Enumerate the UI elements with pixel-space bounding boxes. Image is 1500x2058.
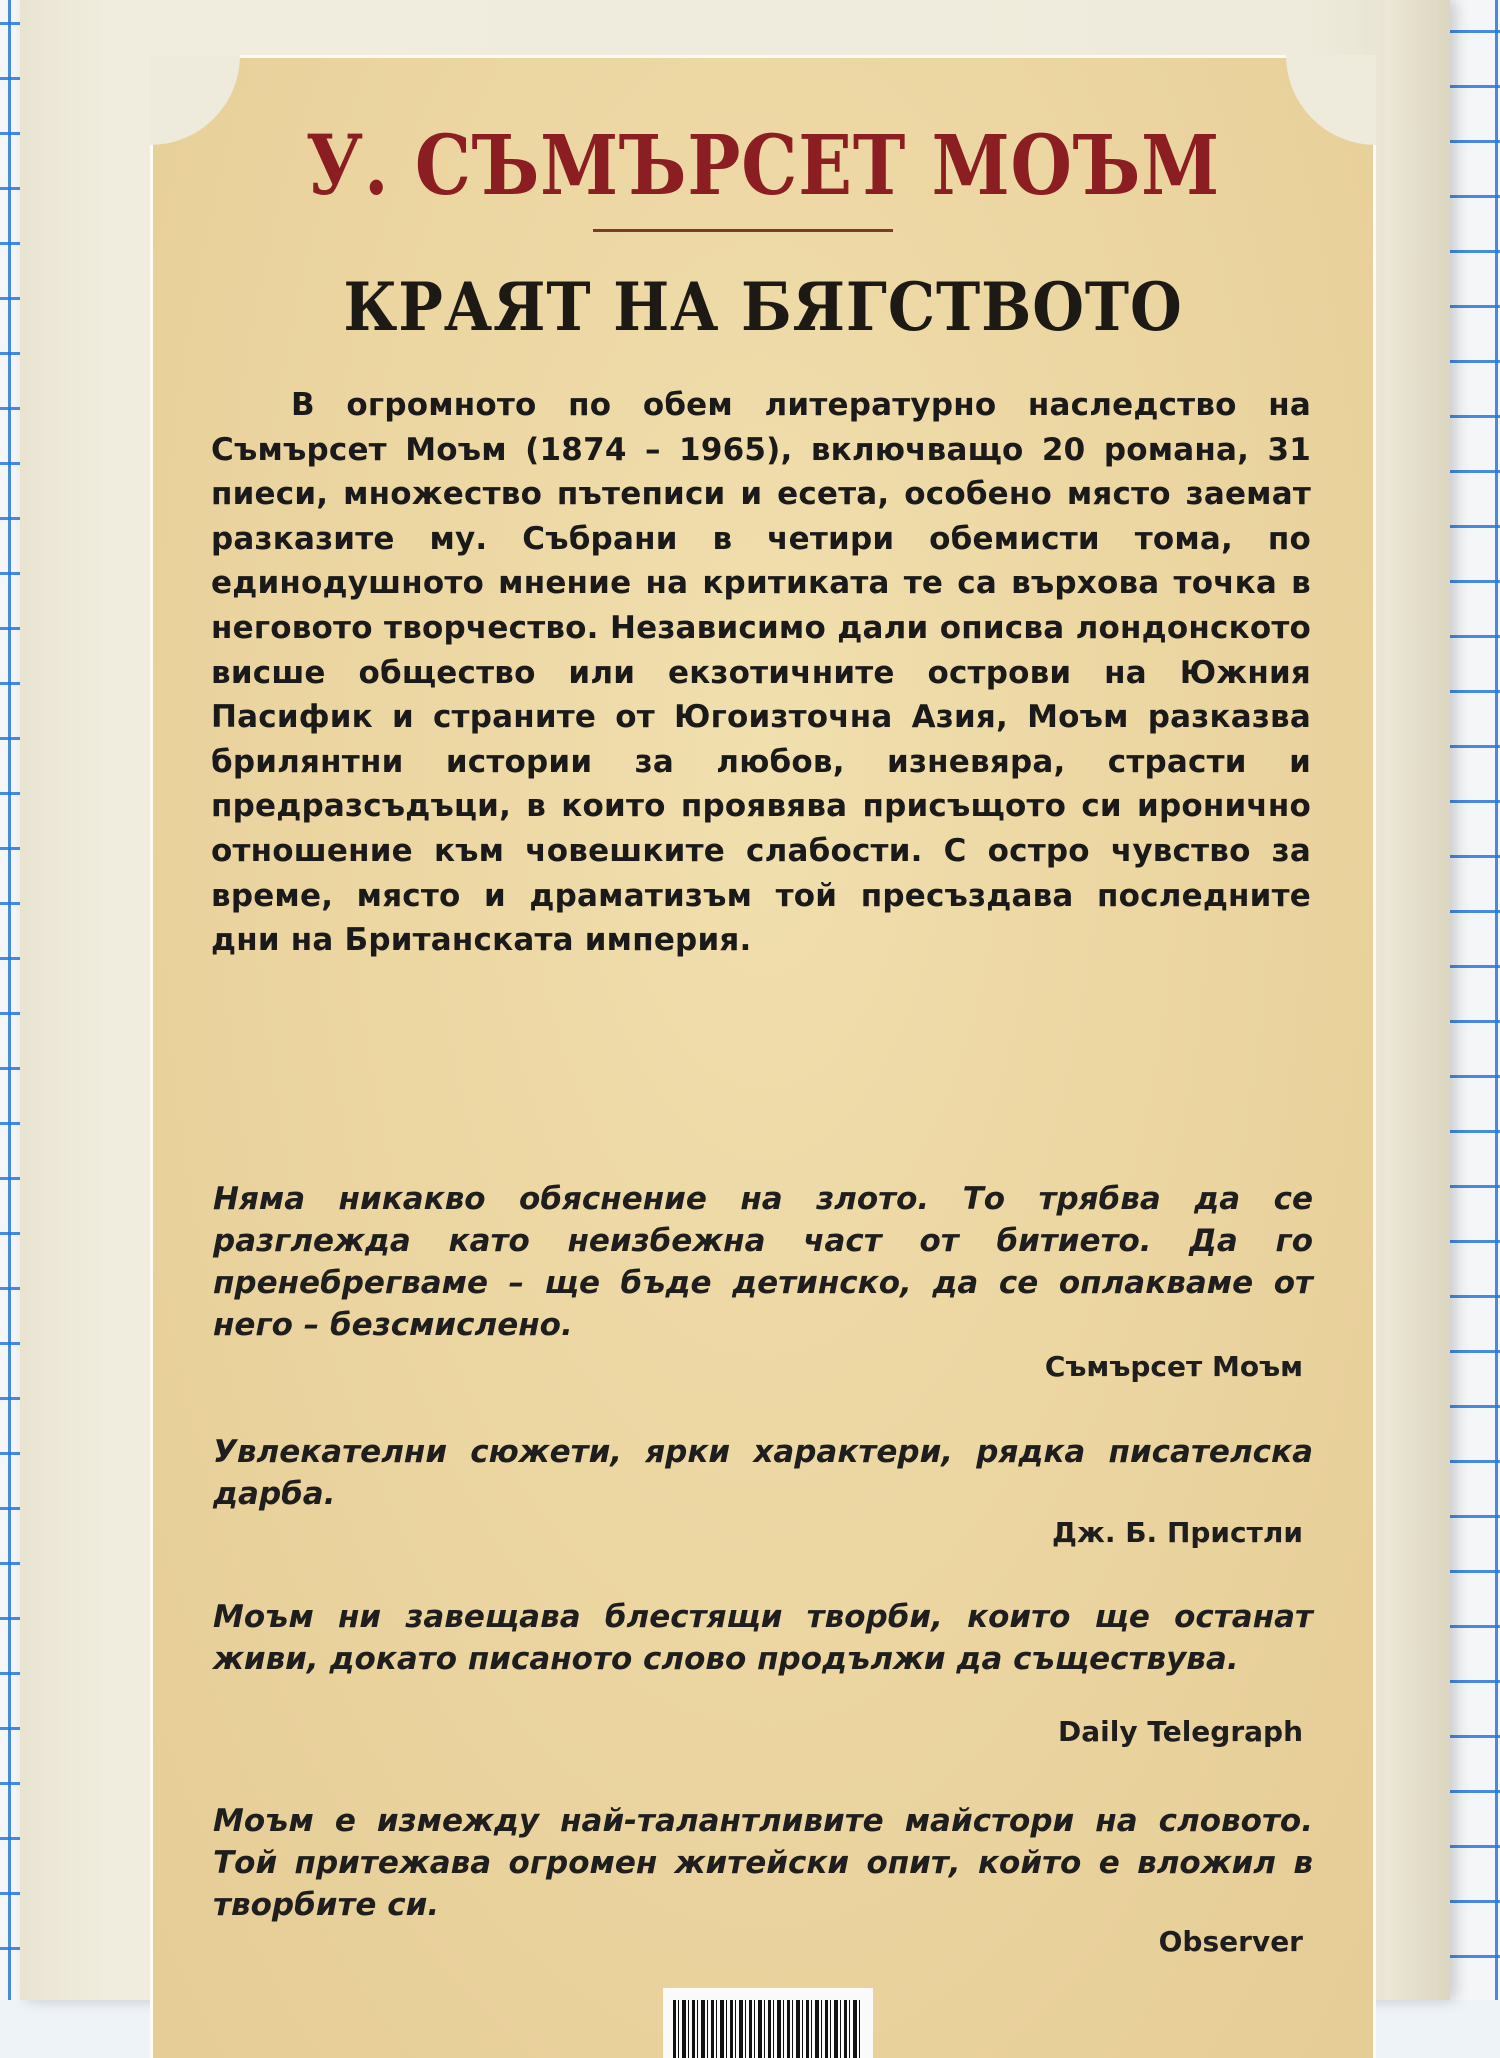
review-quote: Моъм ни завещава блестящи творби, които ще останат живи, докато писаното слово продължи да съществува. (213, 1599, 1313, 1677)
barcode-bars (673, 2000, 863, 2058)
quote-source: Съмърсет Моъм (1044, 1350, 1303, 1383)
barcode (663, 1988, 873, 2058)
book-description: В огромното по обем литературно наследство на Съмърсет Моъм (1874 – 1965), включващо 20 романа, 31 пиеси, множество пътеписи и есета, особено място заемат разказите му. Събрани в четири обемисти тома, по единодушното мнение на критиката те са върхова точка в неговото творчество. Независимо дали описва лондонското висше общество или екзотичните острови на Южния Пасифик и страните от Югоизточна Азия, Моъм разказва брилянтни истории за любов, изневяра, страсти и предразсъдъци, в които проявява присъщото си иронично отношение към човешките слабости. С остро чувство за време, място и драматизъм той пресъздава последните дни на Британската империя. (211, 387, 1311, 959)
quote-source: Дж. Б. Пристли (1052, 1516, 1303, 1549)
author-name: У. СЪМЪРСЕТ МОЪМ (305, 118, 1221, 214)
cover-edge (1385, 0, 1450, 2000)
book-back-cover (20, 0, 1450, 2000)
panel-corner (1286, 55, 1376, 145)
title-divider (593, 229, 893, 232)
review-quote: Моъм е измежду най-талантливите майстори на словото. Той притежава огромен житейски опит, който е вложил в творбите си. (213, 1803, 1313, 1923)
quote-source: Daily Telegraph (1057, 1715, 1303, 1748)
review-quote: Няма никакво обяснение на злото. То трябва да се разглежда като неизбежна част от битието. Да го пренебрегваме – ще бъде детинско, да се оплакваме от него – безсмислено. (213, 1181, 1313, 1343)
text-panel (150, 55, 1376, 2058)
panel-corner (150, 55, 240, 145)
quote-source: Observer (1158, 1925, 1303, 1958)
review-quote: Увлекателни сюжети, ярки характери, рядка писателска дарба. (213, 1434, 1313, 1512)
book-title: КРАЯТ НА БЯГСТВОТО (343, 268, 1183, 346)
